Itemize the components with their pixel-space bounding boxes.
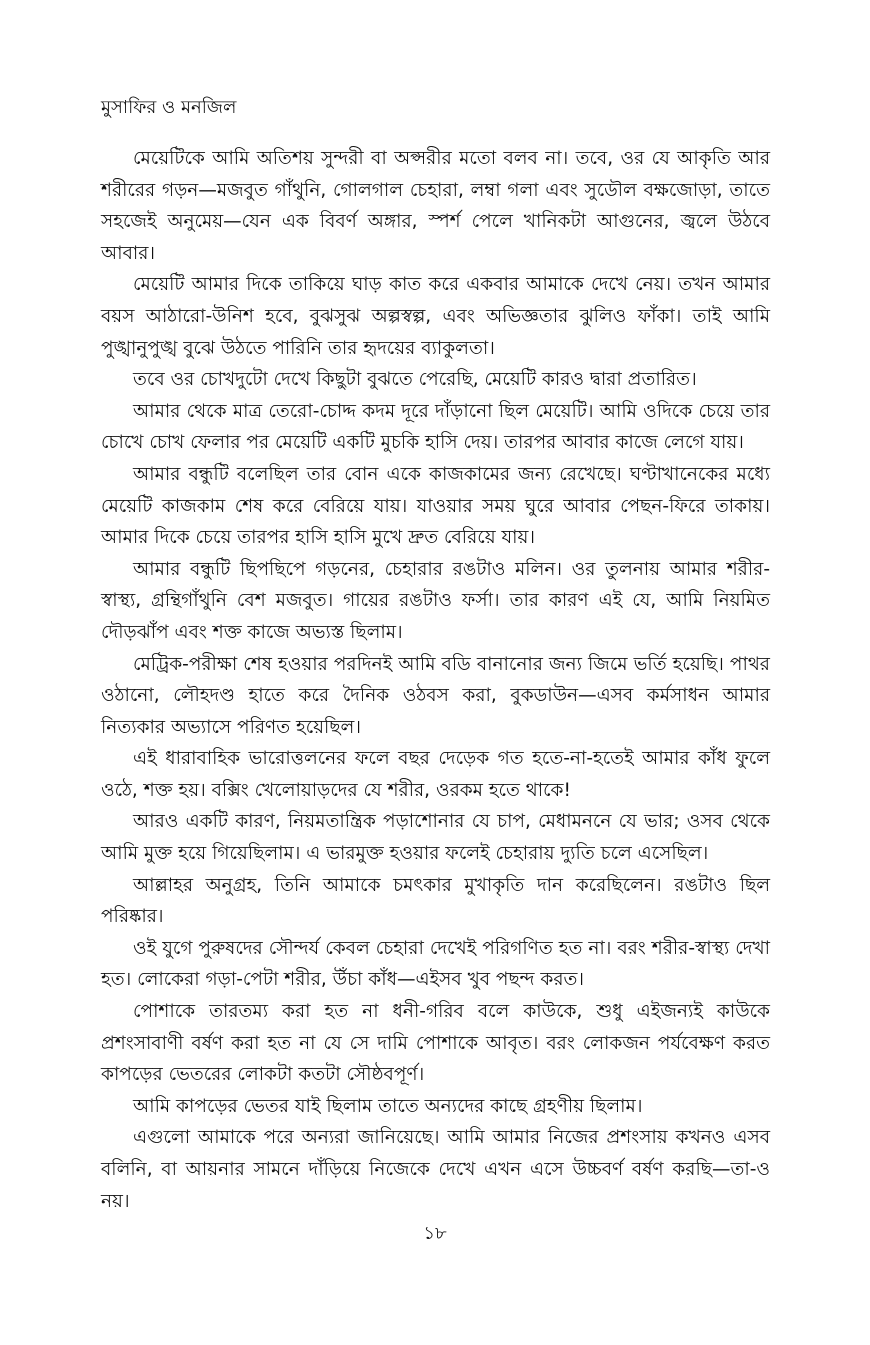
paragraph: তবে ওর চোখদুটো দেখে কিছুটা বুঝতে পেরেছি, মেয়েটি কারও দ্বারা প্রতারিত। [133, 369, 697, 391]
paragraph: এই ধারাবাহিক ভারোত্তলনের ফলে বছর দেড়েক গত হতে-না-হতেই আমার কাঁধ ফুলে ওঠে, শক্ত হয়। বক্সিং খেলোয়াড়দের যে শরীর, ওরকম হতে থাকে! [101, 748, 770, 801]
body-text [101, 143, 770, 1217]
paragraph: ওই যুগে পুরুষদের সৌন্দর্য কেবল চেহারা দেখেই পরিগণিত হত না। বরং শরীর-স্বাস্থ্য দেখা হত। লোকেরা গড়া-পেটা শরীর, উঁচা কাঁধ—এইসব খুব পছন্দ করত। [101, 937, 770, 991]
paragraph: আমার বন্ধুটি ছিপছিপে গড়নের, চেহারার রঙটাও মলিন। ওর তুলনায় আমার শরীর-স্বাস্থ্য, গ্রন্থিগাঁথুনি বেশ মজবুত। গায়ের রঙটাও ফর্সা। তার কারণ এই যে, আমি নিয়মিত দৌড়ঝাঁপ এবং শক্ত কাজে অভ্যস্ত ছিলাম। [101, 558, 770, 643]
paragraph: মেট্রিক-পরীক্ষা শেষ হওয়ার পরদিনই আমি বডি বানানোর জন্য জিমে ভর্তি হয়েছি। পাথর ওঠানো, লৌহদণ্ড হাতে করে দৈনিক ওঠবস করা, বুকডাউন—এসব কর্মসাধন আমার নিত্যকার অভ্যাসে পরিণত হয়েছিল। [101, 653, 770, 738]
page-number: ১৮ [423, 1223, 447, 1244]
paragraph: আমি কাপড়ের ভেতর যাই ছিলাম তাতে অন্যদের কাছে গ্রহণীয় ছিলাম। [133, 1095, 643, 1117]
paragraph: আমার বন্ধুটি বলেছিল তার বোন একে কাজকামের জন্য রেখেছে। ঘণ্টাখানেকের মধ্যে মেয়েটি কাজকাম শেষ করে বেরিয়ে যায়। যাওয়ার সময় ঘুরে আবার পেছন-ফিরে তাকায়। আমার দিকে চেয়ে তারপর হাসি হাসি মুখে দ্রুত বেরিয়ে যায়। [101, 463, 770, 549]
running-header: মুসাফির ও মনজিল [101, 97, 237, 118]
paragraph: পোশাকে তারতম্য করা হত না ধনী-গরিব বলে কাউকে, শুধু এইজন্যই কাউকে প্রশংসাবাণী বর্ষণ করা হত না যে সে দামি পোশাকে আবৃত। বরং লোকজন পর্যবেক্ষণ করত কাপড়ের ভেতরের লোকটা কতটা সৌষ্ঠবপূর্ণ। [101, 1001, 770, 1086]
paragraph: আল্লাহর অনুগ্রহ, তিনি আমাকে চমৎকার মুখাকৃতি দান করেছিলেন। রঙটাও ছিল পরিষ্কার। [101, 874, 770, 928]
paragraph: মেয়েটিকে আমি অতিশয় সুন্দরী বা অপ্সরীর মতো বলব না। তবে, ওর যে আকৃতি আর শরীরের গড়ন—মজবুত গাঁথুনি, গোলগাল চেহারা, লম্বা গলা এবং সুডৌল বক্ষজোড়া, তাতে সহজেই অনুমেয়—যেন এক বিবর্ণ অঙ্গার, স্পর্শ পেলে খানিকটা আগুনের, জ্বলে উঠবে আবার। [101, 148, 770, 264]
paragraph: মেয়েটি আমার দিকে তাকিয়ে ঘাড় কাত করে একবার আমাকে দেখে নেয়। তখন আমার বয়স আঠারো-উনিশ হবে, বুঝসুঝ অল্পস্বল্প, এবং অভিজ্ঞতার ঝুলিও ফাঁকা। তাই আমি পুঙ্খানুপুঙ্খ বুঝে উঠতে পারিনি তার হৃদয়ের ব্যাকুলতা। [101, 274, 770, 359]
paragraph: আরও একটি কারণ, নিয়মতান্ত্রিক পড়াশোনার যে চাপ, মেধামননে যে ভার; ওসব থেকে আমি মুক্ত হয়ে গিয়েছিলাম। এ ভারমুক্ত হওয়ার ফলেই চেহারায় দ্যুতি চলে এসেছিল। [101, 811, 770, 865]
paragraph: আমার থেকে মাত্র তেরো-চোদ্দ কদম দূরে দাঁড়ানো ছিল মেয়েটি। আমি ওদিকে চেয়ে তার চোখে চোখ ফেলার পর মেয়েটি একটি মুচকি হাসি দেয়। তারপর আবার কাজে লেগে যায়। [101, 400, 770, 454]
paragraph: এগুলো আমাকে পরে অন্যরা জানিয়েছে। আমি আমার নিজের প্রশংসায় কখনও এসব বলিনি, বা আয়নার সামনে দাঁড়িয়ে নিজেকে দেখে এখন এসে উচ্চবর্ণ বর্ষণ করছি—তা-ও নয়। [101, 1127, 770, 1212]
